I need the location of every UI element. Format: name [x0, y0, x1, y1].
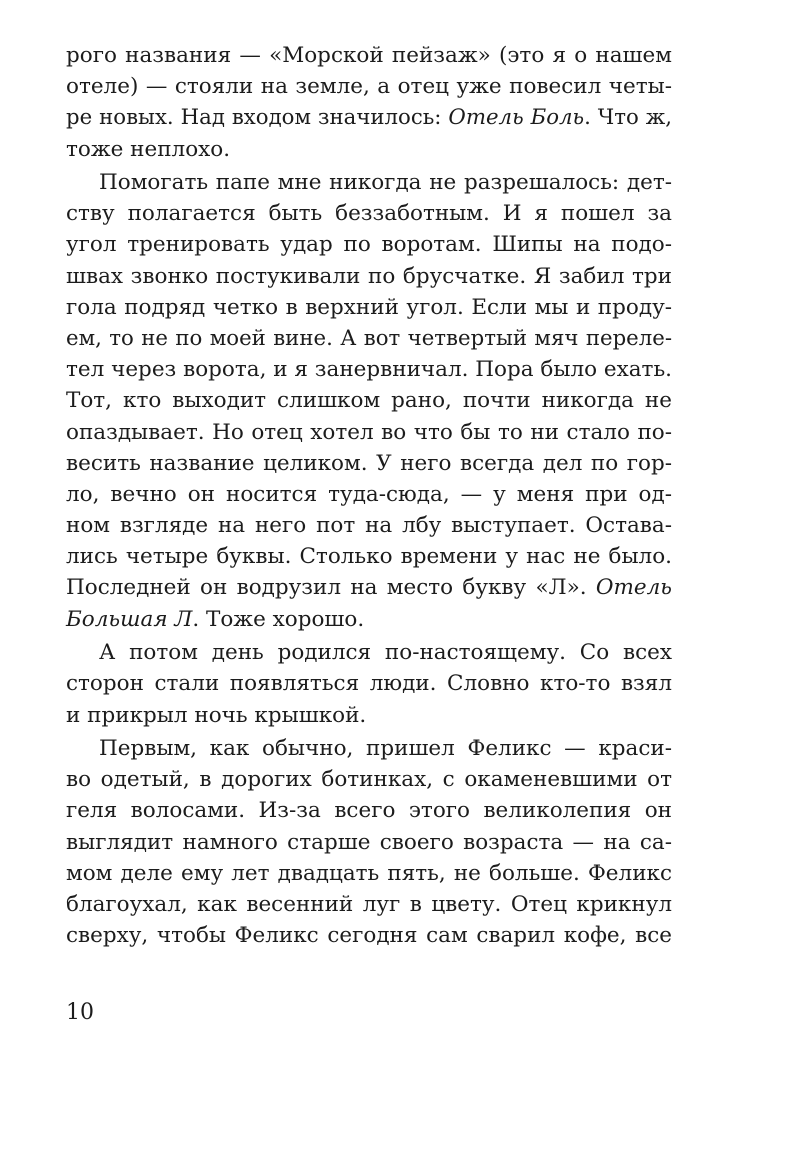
paragraph	[66, 40, 672, 165]
text-run: ло, вечно он носится туда-сюда, — у меня при од-	[66, 481, 672, 507]
text-line	[66, 889, 672, 920]
text-line	[66, 102, 672, 133]
text-line	[66, 637, 672, 668]
text-line	[66, 261, 672, 292]
text-line	[66, 604, 672, 635]
text-run: выглядит намного старше своего возраста — на са-	[66, 829, 672, 855]
text-run: . Тоже хорошо.	[192, 606, 365, 632]
text-run: ем, то не по моей вине. А вот четвертый мяч переле-	[66, 325, 672, 351]
text-line	[66, 700, 672, 731]
text-line	[66, 510, 672, 541]
text-run: отеле) — стояли на земле, а отец уже повесил четы-	[66, 74, 672, 100]
text-line	[66, 733, 672, 764]
text-line	[66, 385, 672, 416]
text-run: опаздывает. Но отец хотел во что бы то ни стало по-	[66, 419, 672, 445]
italic-text: Отель Боль	[448, 105, 585, 131]
text-run: тел через ворота, и я занервничал. Пора было ехать.	[66, 357, 672, 383]
text-line	[66, 71, 672, 102]
text-run: швах звонко постукивали по брусчатке. Я забил три	[66, 263, 672, 289]
paragraph	[66, 733, 672, 951]
italic-text: Отель	[595, 575, 672, 601]
text-line	[66, 479, 672, 510]
text-run: угол тренировать удар по воротам. Шипы на подо-	[66, 232, 672, 258]
text-run: ном взгляде на него пот на лбу выступает. Остава-	[66, 513, 672, 539]
text-run: сверху, чтобы Феликс сегодня сам сварил кофе, все	[66, 923, 672, 949]
text-run: Тот, кто выходит слишком рано, почти никогда не	[66, 388, 672, 414]
text-line	[66, 292, 672, 323]
text-line	[66, 229, 672, 260]
text-run: Последней он водрузил на место букву «Л».	[66, 575, 596, 601]
text-run: Первым, как обычно, пришел Феликс — краси-	[99, 736, 672, 762]
text-run: мом деле ему лет двадцать пять, не больше. Феликс	[66, 860, 672, 886]
text-run: во одетый, в дорогих ботинках, с окаменевшими от	[66, 767, 672, 793]
text-line	[66, 198, 672, 229]
text-line	[66, 167, 672, 198]
text-run: рого названия — «Морской пейзаж» (это я о нашем	[66, 43, 672, 68]
text-run: . Что ж,	[584, 105, 673, 131]
text-run: лись четыре буквы. Столько времени у нас не было.	[66, 544, 672, 570]
page-number: 10	[66, 1000, 94, 1025]
text-line	[66, 354, 672, 385]
text-line	[66, 323, 672, 354]
text-line	[66, 134, 672, 165]
text-run: сторон стали появляться люди. Словно кто-то взял	[66, 671, 672, 697]
text-run: и прикрыл ночь крышкой.	[66, 702, 367, 728]
text-line	[66, 858, 672, 889]
text-line	[66, 920, 672, 951]
text-line	[66, 40, 672, 71]
paragraph	[66, 167, 672, 635]
text-line	[66, 417, 672, 448]
text-line	[66, 668, 672, 699]
text-run: ству полагается быть беззаботным. И я пошел за	[66, 201, 672, 227]
text-line	[66, 448, 672, 479]
text-run: Помогать папе мне никогда не разрешалось: дет-	[99, 170, 672, 196]
text-run: тоже неплохо.	[66, 136, 231, 162]
text-line	[66, 541, 672, 572]
italic-text: Большая Л	[66, 606, 193, 632]
text-run: весить название целиком. У него всегда дел по гор-	[66, 450, 672, 476]
text-line	[66, 764, 672, 795]
text-run: геля волосами. Из-за всего этого великолепия он	[66, 798, 672, 824]
text-run: благоухал, как весенний луг в цвету. Отец крикнул	[66, 891, 672, 917]
text-line	[66, 795, 672, 826]
text-run: ре новых. Над входом значилось:	[66, 105, 449, 131]
book-page-text	[66, 40, 672, 951]
text-line	[66, 827, 672, 858]
paragraph	[66, 637, 672, 731]
text-line	[66, 572, 672, 603]
text-run: гола подряд четко в верхний угол. Если мы и проду-	[66, 294, 672, 320]
text-run: А потом день родился по-настоящему. Со всех	[99, 640, 672, 666]
